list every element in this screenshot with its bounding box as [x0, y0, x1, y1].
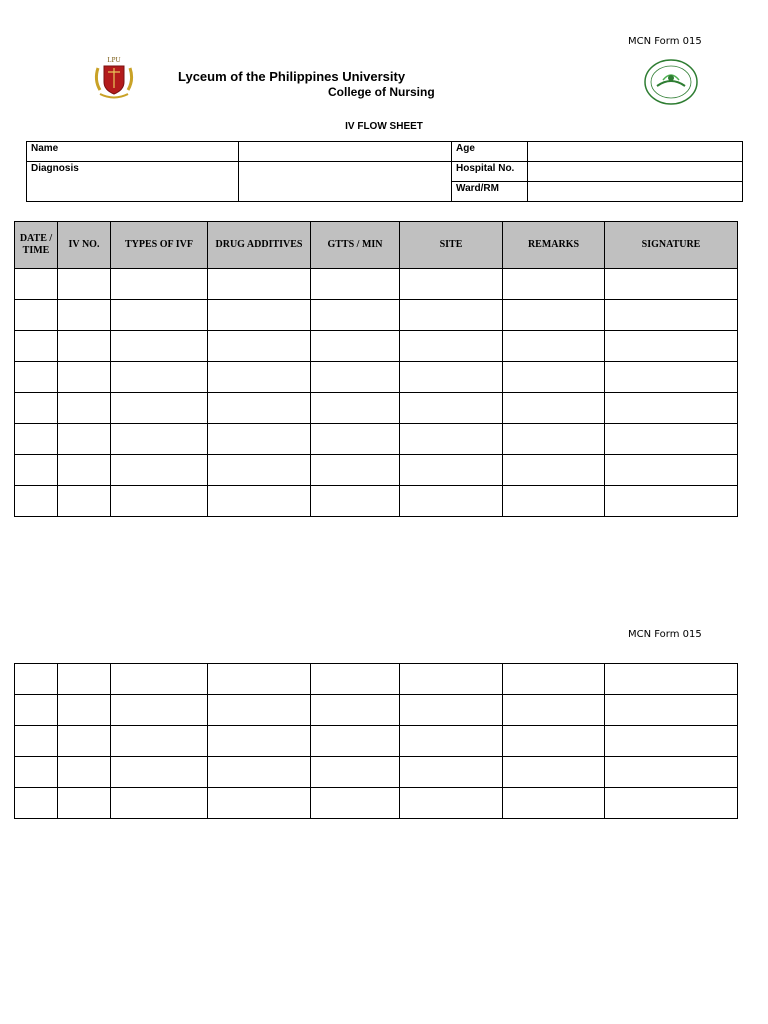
- table-cell[interactable]: [111, 300, 208, 331]
- table-cell[interactable]: [58, 664, 111, 695]
- table-cell[interactable]: [15, 300, 58, 331]
- table-cell[interactable]: [400, 424, 503, 455]
- table-cell[interactable]: [58, 269, 111, 300]
- hospital-no-field[interactable]: [528, 162, 743, 182]
- table-cell[interactable]: [311, 486, 400, 517]
- table-cell[interactable]: [503, 788, 605, 819]
- nursing-seal-icon: [643, 58, 699, 106]
- table-cell[interactable]: [400, 269, 503, 300]
- table-cell[interactable]: [503, 331, 605, 362]
- sheet-title: IV FLOW SHEET: [345, 121, 423, 132]
- table-cell[interactable]: [503, 300, 605, 331]
- table-cell[interactable]: [15, 726, 58, 757]
- table-cell[interactable]: [605, 393, 738, 424]
- table-cell[interactable]: [15, 664, 58, 695]
- table-cell[interactable]: [15, 788, 58, 819]
- table-cell[interactable]: [400, 300, 503, 331]
- table-cell[interactable]: [503, 455, 605, 486]
- table-cell[interactable]: [111, 331, 208, 362]
- table-cell[interactable]: [208, 269, 311, 300]
- col-remarks: REMARKS: [503, 222, 605, 269]
- table-cell[interactable]: [111, 393, 208, 424]
- table-cell[interactable]: [15, 269, 58, 300]
- table-cell[interactable]: [111, 788, 208, 819]
- table-cell[interactable]: [208, 664, 311, 695]
- col-site: SITE: [400, 222, 503, 269]
- table-cell[interactable]: [605, 726, 738, 757]
- table-cell[interactable]: [208, 424, 311, 455]
- table-cell[interactable]: [15, 362, 58, 393]
- col-date-time: DATE / TIME: [15, 222, 58, 269]
- logo-text: LPU: [107, 56, 121, 64]
- iv-flow-table-continued: [14, 663, 738, 819]
- table-cell[interactable]: [15, 331, 58, 362]
- table-row: [15, 331, 738, 362]
- table-cell[interactable]: [208, 695, 311, 726]
- table-cell[interactable]: [208, 300, 311, 331]
- table-cell[interactable]: [58, 757, 111, 788]
- iv-flow-table: [14, 221, 738, 517]
- table-cell[interactable]: [15, 695, 58, 726]
- table-cell[interactable]: [311, 757, 400, 788]
- col-drug-additives: DRUG ADDITIVES: [208, 222, 311, 269]
- table-row: [15, 300, 738, 331]
- table-cell[interactable]: [503, 362, 605, 393]
- table-cell[interactable]: [400, 331, 503, 362]
- table-cell[interactable]: [111, 424, 208, 455]
- table-row: [15, 269, 738, 300]
- table-cell[interactable]: [15, 757, 58, 788]
- table-cell[interactable]: [605, 269, 738, 300]
- ward-label: Ward/RM: [452, 182, 528, 202]
- table-cell[interactable]: [58, 393, 111, 424]
- table-cell[interactable]: [208, 393, 311, 424]
- table-cell[interactable]: [111, 664, 208, 695]
- age-label: Age: [452, 142, 528, 162]
- table-cell[interactable]: [400, 788, 503, 819]
- table-row: [15, 726, 738, 757]
- college-name: College of Nursing: [328, 85, 435, 99]
- table-cell[interactable]: [111, 269, 208, 300]
- table-cell[interactable]: [605, 664, 738, 695]
- table-cell[interactable]: [605, 331, 738, 362]
- table-cell[interactable]: [58, 362, 111, 393]
- table-cell[interactable]: [400, 362, 503, 393]
- table-row: [15, 757, 738, 788]
- table-row: [15, 486, 738, 517]
- table-cell[interactable]: [15, 424, 58, 455]
- table-cell[interactable]: [111, 695, 208, 726]
- lpu-logo-icon: [92, 54, 136, 102]
- patient-info-table: [26, 141, 743, 202]
- table-cell[interactable]: [503, 424, 605, 455]
- table-cell[interactable]: [58, 486, 111, 517]
- table-cell[interactable]: [58, 455, 111, 486]
- table-cell[interactable]: [400, 455, 503, 486]
- table-cell[interactable]: [208, 331, 311, 362]
- table-cell[interactable]: [208, 726, 311, 757]
- table-cell[interactable]: [111, 726, 208, 757]
- form-code: MCN Form 015: [628, 36, 702, 47]
- iv-flow-rows-continued: [15, 664, 738, 819]
- table-row: [15, 424, 738, 455]
- table-cell[interactable]: [311, 726, 400, 757]
- table-cell[interactable]: [503, 695, 605, 726]
- table-cell[interactable]: [605, 486, 738, 517]
- table-cell[interactable]: [605, 424, 738, 455]
- table-cell[interactable]: [58, 726, 111, 757]
- footer-form-code: MCN Form 015: [628, 629, 702, 640]
- col-iv-no: IV NO.: [58, 222, 111, 269]
- col-gtts-min: GTTS / MIN: [311, 222, 400, 269]
- table-cell[interactable]: [58, 424, 111, 455]
- table-cell[interactable]: [208, 362, 311, 393]
- iv-flow-rows: [15, 269, 738, 517]
- name-field[interactable]: [239, 142, 452, 162]
- table-cell[interactable]: [208, 757, 311, 788]
- table-cell[interactable]: [111, 757, 208, 788]
- table-row: [15, 455, 738, 486]
- table-cell[interactable]: [605, 757, 738, 788]
- table-cell[interactable]: [311, 300, 400, 331]
- table-cell[interactable]: [15, 393, 58, 424]
- table-cell[interactable]: [400, 664, 503, 695]
- table-row: [15, 788, 738, 819]
- table-cell[interactable]: [311, 393, 400, 424]
- table-cell[interactable]: [400, 393, 503, 424]
- table-cell[interactable]: [208, 455, 311, 486]
- diagnosis-field[interactable]: [239, 162, 452, 202]
- table-cell[interactable]: [400, 757, 503, 788]
- col-signature: SIGNATURE: [605, 222, 738, 269]
- table-cell[interactable]: [15, 455, 58, 486]
- table-cell[interactable]: [311, 269, 400, 300]
- table-cell[interactable]: [311, 331, 400, 362]
- table-cell[interactable]: [503, 664, 605, 695]
- table-cell[interactable]: [111, 486, 208, 517]
- table-cell[interactable]: [311, 664, 400, 695]
- table-cell[interactable]: [605, 788, 738, 819]
- table-cell[interactable]: [400, 726, 503, 757]
- table-row: [15, 362, 738, 393]
- table-cell[interactable]: [400, 486, 503, 517]
- table-cell[interactable]: [58, 300, 111, 331]
- table-row: [15, 695, 738, 726]
- table-cell[interactable]: [605, 695, 738, 726]
- diagnosis-label: Diagnosis: [27, 162, 239, 202]
- table-cell[interactable]: [311, 455, 400, 486]
- table-cell[interactable]: [208, 788, 311, 819]
- table-row: [15, 664, 738, 695]
- table-cell[interactable]: [58, 788, 111, 819]
- table-cell[interactable]: [111, 455, 208, 486]
- table-cell[interactable]: [58, 331, 111, 362]
- age-field[interactable]: [528, 142, 743, 162]
- table-cell[interactable]: [503, 486, 605, 517]
- table-cell[interactable]: [111, 362, 208, 393]
- hospital-no-label: Hospital No.: [452, 162, 528, 182]
- table-cell[interactable]: [15, 486, 58, 517]
- table-cell[interactable]: [311, 424, 400, 455]
- name-label: Name: [27, 142, 239, 162]
- table-cell[interactable]: [208, 486, 311, 517]
- table-cell[interactable]: [311, 788, 400, 819]
- table-cell[interactable]: [503, 726, 605, 757]
- table-cell[interactable]: [58, 695, 111, 726]
- col-types-of-ivf: TYPES OF IVF: [111, 222, 208, 269]
- table-cell[interactable]: [605, 300, 738, 331]
- table-cell[interactable]: [503, 393, 605, 424]
- ward-field[interactable]: [528, 182, 743, 202]
- table-cell[interactable]: [503, 269, 605, 300]
- university-name: Lyceum of the Philippines University: [178, 69, 406, 84]
- table-cell[interactable]: [311, 362, 400, 393]
- table-cell[interactable]: [605, 455, 738, 486]
- table-cell[interactable]: [503, 757, 605, 788]
- table-row: [15, 393, 738, 424]
- table-cell[interactable]: [311, 695, 400, 726]
- table-cell[interactable]: [605, 362, 738, 393]
- table-cell[interactable]: [400, 695, 503, 726]
